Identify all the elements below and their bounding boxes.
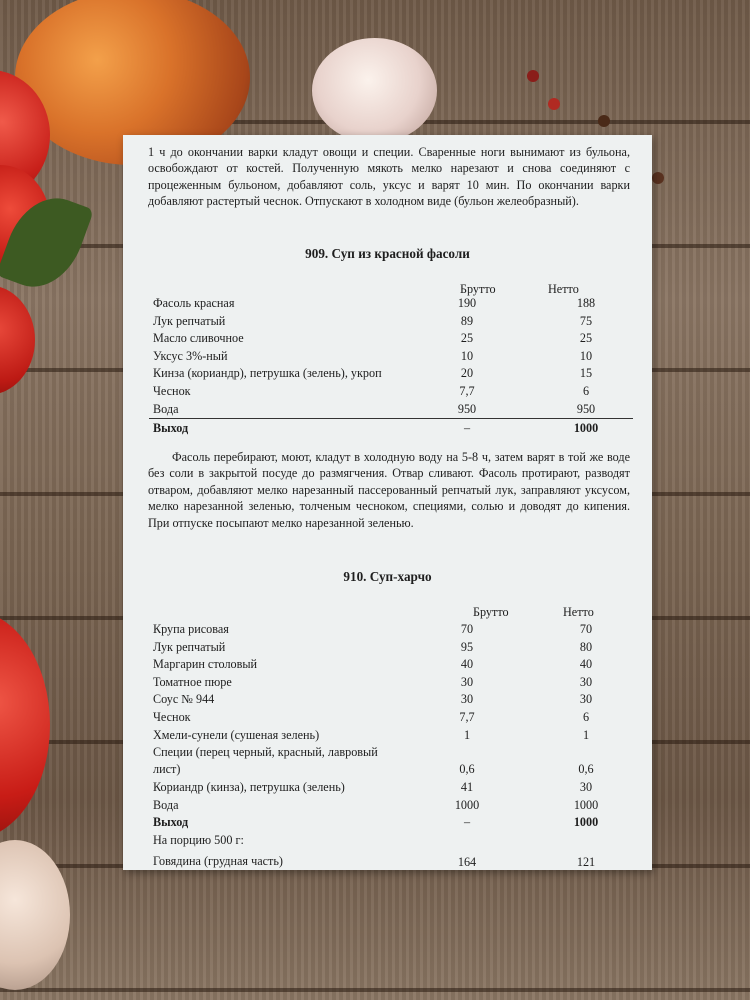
netto-value: 121 xyxy=(576,854,596,869)
recipe-909-ingredients-table xyxy=(153,295,633,438)
ingredient-name: Лук репчатый xyxy=(153,313,226,328)
ingredient-name: Фасоль красная xyxy=(153,296,235,310)
brutto-value: 70 xyxy=(460,622,474,636)
ingredient-row xyxy=(153,348,633,366)
output-row xyxy=(153,420,633,438)
netto-header: Нетто xyxy=(563,605,594,619)
brutto-value: – xyxy=(463,815,471,830)
ingredient-row xyxy=(153,656,633,674)
ingredient-row xyxy=(153,797,633,815)
ingredient-row xyxy=(153,365,633,383)
brutto-value: – xyxy=(463,421,471,436)
ingredient-row xyxy=(153,674,633,692)
ingredient-name-line2: лист) xyxy=(153,761,181,776)
output-label: Выход xyxy=(153,421,189,436)
ingredient-row xyxy=(153,744,633,779)
portion-label: На порцию 500 г: xyxy=(153,832,244,847)
output-label: Выход xyxy=(153,815,189,830)
intro-paragraph: 1 ч до окончании варки кладут овощи и специи. Сваренные ноги вынимают из бульона, освобождают от костей. Полученную мякоть мелко нарезают и снова соединяют с процеженным бульоном, добавляют соль, уксус и варят 10 мин. По окончании варки добавляют растертый чеснок. Отпускают в холодном виде (бульон желеобразный). xyxy=(148,145,630,209)
netto-value: 6 xyxy=(582,383,590,398)
netto-value: 10 xyxy=(579,348,593,363)
ingredient-name: Соус № 944 xyxy=(153,692,215,707)
ingredient-row xyxy=(153,727,633,745)
ingredient-name: Хмели-сунели (сушеная зелень) xyxy=(153,727,320,742)
ingredient-name xyxy=(153,744,378,777)
brutto-value: 190 xyxy=(457,296,477,310)
ingredient-name: Лук репчатый xyxy=(153,639,226,654)
ingredient-name: Кинза (кориандр), петрушка (зелень), укроп xyxy=(153,366,382,381)
brutto-value: 40 xyxy=(460,657,474,672)
ingredient-name: Уксус 3%-ный xyxy=(153,348,228,363)
netto-value: 30 xyxy=(579,692,593,707)
peppercorn-image xyxy=(527,70,539,82)
brutto-value: 41 xyxy=(460,780,474,795)
netto-value: 40 xyxy=(579,657,593,672)
brutto-value: 95 xyxy=(460,639,474,654)
recipe-909-title: 909. Суп из красной фасоли xyxy=(305,246,470,261)
brutto-value: 30 xyxy=(460,674,474,689)
netto-value: 0,6 xyxy=(578,762,594,777)
brutto-value: 7,7 xyxy=(459,709,475,724)
netto-value: 75 xyxy=(579,313,593,328)
ingredient-row xyxy=(153,691,633,709)
ingredient-row xyxy=(153,779,633,797)
ingredient-row xyxy=(153,709,633,727)
netto-value: 950 xyxy=(576,401,596,416)
recipe-909-method: Фасоль перебирают, моют, кладут в холодную воду на 5-8 ч, затем варят в той же воде без соли в закрытой посуде до размягчения. Отвар сливают. Фасоль протирают, разводят отваром, добавляют мелко нарезанный пассерованный репчатый лук, заправляют уксусом, мелко нарезанной зеленью, толченым чесноком, специями, солью и доводят до кипения. При отпуске посыпают мелко нарезанной зеленью. xyxy=(148,450,630,530)
ingredient-name: Вода xyxy=(153,401,179,416)
peppercorn-image xyxy=(598,115,610,127)
brutto-value: 30 xyxy=(460,692,474,707)
netto-value: 80 xyxy=(579,639,593,654)
brutto-value: 89 xyxy=(460,313,474,328)
recipe-910-title: 910. Суп-харчо xyxy=(343,569,432,584)
ingredient-name: Чеснок xyxy=(153,383,191,398)
ingredient-name: Чеснок xyxy=(153,709,191,724)
brutto-value: 950 xyxy=(457,401,477,416)
brutto-value: 0,6 xyxy=(459,762,475,777)
netto-value: 1000 xyxy=(573,797,599,812)
netto-value: 1000 xyxy=(573,421,599,436)
brutto-value: 164 xyxy=(457,854,477,869)
tomato-image xyxy=(0,285,35,395)
netto-value: 25 xyxy=(579,331,593,346)
ingredient-row xyxy=(153,850,633,870)
recipe-page xyxy=(123,135,652,870)
brutto-header: Брутто xyxy=(473,605,509,619)
peppercorn-image xyxy=(548,98,560,110)
ingredient-name: Вода xyxy=(153,797,179,812)
netto-value: 1000 xyxy=(573,815,599,830)
netto-value: 15 xyxy=(579,366,593,381)
ingredient-name: Масло сливочное xyxy=(153,331,244,346)
ingredient-name-line1: Специи (перец черный, красный, лавровый xyxy=(153,745,378,760)
ingredient-row xyxy=(153,330,633,348)
ingredient-name: Говядина (грудная часть) xyxy=(153,853,283,868)
ingredient-name: Крупа рисовая xyxy=(153,622,229,636)
peppercorn-image xyxy=(652,172,664,184)
tomato-image xyxy=(0,610,50,840)
garlic-image xyxy=(312,38,437,143)
brutto-value: 1000 xyxy=(454,797,480,812)
ingredient-row xyxy=(153,639,633,657)
recipe-910-ingredients-table xyxy=(153,621,633,870)
output-row xyxy=(153,814,633,832)
brutto-value: 10 xyxy=(460,348,474,363)
brutto-value: 1 xyxy=(463,727,471,742)
portion-row xyxy=(153,832,633,850)
ingredient-row xyxy=(153,383,633,401)
netto-value: 6 xyxy=(582,709,590,724)
table-rule xyxy=(149,418,633,419)
ingredient-name: Кориандр (кинза), петрушка (зелень) xyxy=(153,780,345,795)
brutto-value: 20 xyxy=(460,366,474,381)
ingredient-row xyxy=(153,313,633,331)
brutto-value: 7,7 xyxy=(459,383,475,398)
netto-header: Нетто xyxy=(548,282,579,296)
ingredient-row xyxy=(153,401,633,419)
netto-value: 70 xyxy=(579,622,593,636)
ingredient-row xyxy=(153,295,633,313)
ingredient-name: Маргарин столовый xyxy=(153,657,258,672)
ingredient-row xyxy=(153,621,633,639)
mushroom-image xyxy=(0,840,70,990)
netto-value: 30 xyxy=(579,674,593,689)
ingredient-name: Томатное пюре xyxy=(153,674,232,689)
brutto-value: 25 xyxy=(460,331,474,346)
netto-value: 1 xyxy=(582,727,590,742)
netto-value: 30 xyxy=(579,780,593,795)
brutto-header: Брутто xyxy=(460,282,496,296)
netto-value: 188 xyxy=(576,296,596,310)
